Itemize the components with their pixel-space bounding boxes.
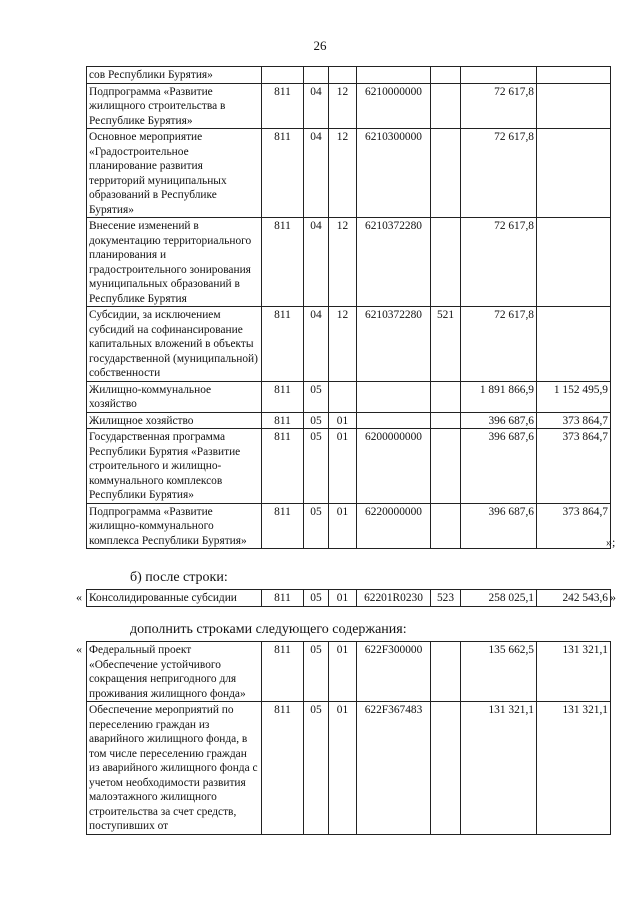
- cell-csr: [357, 412, 431, 429]
- cell-rz: 05: [304, 503, 329, 549]
- cell-pr: [329, 67, 357, 84]
- cell-rz: 04: [304, 218, 329, 307]
- cell-pr: 12: [329, 129, 357, 218]
- cell-sum1: 1 891 866,9: [461, 381, 537, 412]
- cell-sum1: 72 617,8: [461, 83, 537, 129]
- opening-quote: «: [76, 590, 82, 604]
- cell-pr: 12: [329, 307, 357, 382]
- cell-name: Государственная программа Республики Бурятия «Развитие строительного и жилищно-коммунального комплексов Республики Бурятия»: [87, 429, 262, 504]
- cell-ved: [262, 67, 304, 84]
- cell-csr: 622F367483: [357, 702, 431, 835]
- cell-vr: [431, 702, 461, 835]
- cell-sum1: 258 025,1: [461, 590, 537, 607]
- cell-name: Обеспечение мероприятий по переселению граждан из аварийного жилищного фонда, в том числе переселению граждан из аварийного жилищного фонда с учетом необходимости развития малоэтажного жилищного строительства за счет средств, поступивших от: [87, 702, 262, 835]
- budget-table-continued: [86, 66, 611, 549]
- cell-sum1: 135 662,5: [461, 642, 537, 702]
- cell-vr: [431, 67, 461, 84]
- cell-sum1: 131 321,1: [461, 702, 537, 835]
- cell-rz: 05: [304, 590, 329, 607]
- page-number: 26: [313, 38, 327, 53]
- cell-sum2: 131 321,1: [537, 702, 611, 835]
- cell-vr: [431, 503, 461, 549]
- cell-pr: 01: [329, 590, 357, 607]
- cell-ved: 811: [262, 218, 304, 307]
- section-heading-add-rows: дополнить строками следующего содержания:: [130, 622, 407, 637]
- cell-sum1: 396 687,6: [461, 503, 537, 549]
- cell-sum2: [537, 307, 611, 382]
- cell-pr: 01: [329, 429, 357, 504]
- cell-sum2: 373 864,7: [537, 412, 611, 429]
- cell-ved: 811: [262, 412, 304, 429]
- cell-ved: 811: [262, 381, 304, 412]
- cell-name: Подпрограмма «Развитие жилищно-коммунального комплекса Республики Бурятия»: [87, 503, 262, 549]
- cell-pr: 12: [329, 83, 357, 129]
- cell-csr: 6210372280: [357, 218, 431, 307]
- table-row: [87, 129, 611, 218]
- cell-ved: 811: [262, 129, 304, 218]
- cell-vr: [431, 429, 461, 504]
- cell-pr: 12: [329, 218, 357, 307]
- cell-name: Жилищно-коммунальное хозяйство: [87, 381, 262, 412]
- cell-vr: [431, 381, 461, 412]
- cell-vr: [431, 412, 461, 429]
- cell-vr: [431, 642, 461, 702]
- cell-sum2: [537, 67, 611, 84]
- table-row: [87, 83, 611, 129]
- cell-vr: [431, 129, 461, 218]
- cell-csr: 6210372280: [357, 307, 431, 382]
- closing-quote: »: [610, 590, 616, 604]
- table-row: [87, 642, 611, 702]
- cell-sum1: [461, 67, 537, 84]
- cell-csr: 6210300000: [357, 129, 431, 218]
- cell-ved: 811: [262, 702, 304, 835]
- cell-sum1: 396 687,6: [461, 429, 537, 504]
- cell-sum2: 242 543,6: [537, 590, 611, 607]
- cell-pr: [329, 381, 357, 412]
- cell-csr: 6210000000: [357, 83, 431, 129]
- cell-sum2: [537, 218, 611, 307]
- cell-pr: 01: [329, 702, 357, 835]
- cell-rz: 05: [304, 381, 329, 412]
- cell-name: сов Республики Бурятия»: [87, 67, 262, 84]
- cell-vr: 521: [431, 307, 461, 382]
- cell-csr: [357, 381, 431, 412]
- table-row: [87, 381, 611, 412]
- cell-rz: 04: [304, 307, 329, 382]
- table-row: [87, 307, 611, 382]
- cell-rz: [304, 67, 329, 84]
- closing-quote: »;: [606, 535, 616, 549]
- cell-ved: 811: [262, 83, 304, 129]
- cell-name: Внесение изменений в документацию территориального планирования и градостроительного зонирования муниципальных образований в Республике Бурятия: [87, 218, 262, 307]
- cell-rz: 04: [304, 83, 329, 129]
- cell-csr: 622F300000: [357, 642, 431, 702]
- cell-ved: 811: [262, 503, 304, 549]
- cell-rz: 05: [304, 642, 329, 702]
- cell-sum2: 131 321,1: [537, 642, 611, 702]
- cell-csr: [357, 67, 431, 84]
- cell-csr: 62201R0230: [357, 590, 431, 607]
- cell-sum2: 1 152 495,9: [537, 381, 611, 412]
- cell-pr: 01: [329, 642, 357, 702]
- table-row: [87, 218, 611, 307]
- cell-sum1: 396 687,6: [461, 412, 537, 429]
- cell-name: Консолидированные субсидии: [87, 590, 262, 607]
- cell-rz: 05: [304, 702, 329, 835]
- cell-csr: 6220000000: [357, 503, 431, 549]
- cell-rz: 04: [304, 129, 329, 218]
- cell-vr: [431, 83, 461, 129]
- cell-ved: 811: [262, 590, 304, 607]
- cell-sum2: [537, 129, 611, 218]
- table-row: [87, 590, 611, 607]
- cell-name: Подпрограмма «Развитие жилищного строительства в Республике Бурятия»: [87, 83, 262, 129]
- cell-name: Жилищное хозяйство: [87, 412, 262, 429]
- section-heading-after-row: б) после строки:: [130, 570, 228, 585]
- cell-csr: 6200000000: [357, 429, 431, 504]
- opening-quote: «: [76, 642, 82, 656]
- cell-ved: 811: [262, 429, 304, 504]
- reference-row-table: [86, 589, 611, 607]
- cell-sum1: 72 617,8: [461, 129, 537, 218]
- cell-sum2: 373 864,7: [537, 429, 611, 504]
- cell-sum1: 72 617,8: [461, 307, 537, 382]
- cell-rz: 05: [304, 412, 329, 429]
- cell-pr: 01: [329, 412, 357, 429]
- cell-sum2: [537, 83, 611, 129]
- cell-rz: 05: [304, 429, 329, 504]
- table-row: [87, 412, 611, 429]
- cell-ved: 811: [262, 307, 304, 382]
- cell-name: Федеральный проект «Обеспечение устойчивого сокращения непригодного для проживания жилищного фонда»: [87, 642, 262, 702]
- table-row: [87, 702, 611, 835]
- cell-name: Субсидии, за исключением субсидий на софинансирование капитальных вложений в объекты государственной (муниципальной) собственности: [87, 307, 262, 382]
- cell-vr: [431, 218, 461, 307]
- cell-name: Основное мероприятие «Градостроительное планирование развития территорий муниципальных образований в Республике Бурятия»: [87, 129, 262, 218]
- added-rows-table: [86, 641, 611, 835]
- cell-ved: 811: [262, 642, 304, 702]
- table-row: [87, 67, 611, 84]
- table-row: [87, 503, 611, 549]
- cell-pr: 01: [329, 503, 357, 549]
- cell-sum1: 72 617,8: [461, 218, 537, 307]
- cell-sum2: 373 864,7: [537, 503, 611, 549]
- cell-vr: 523: [431, 590, 461, 607]
- table-row: [87, 429, 611, 504]
